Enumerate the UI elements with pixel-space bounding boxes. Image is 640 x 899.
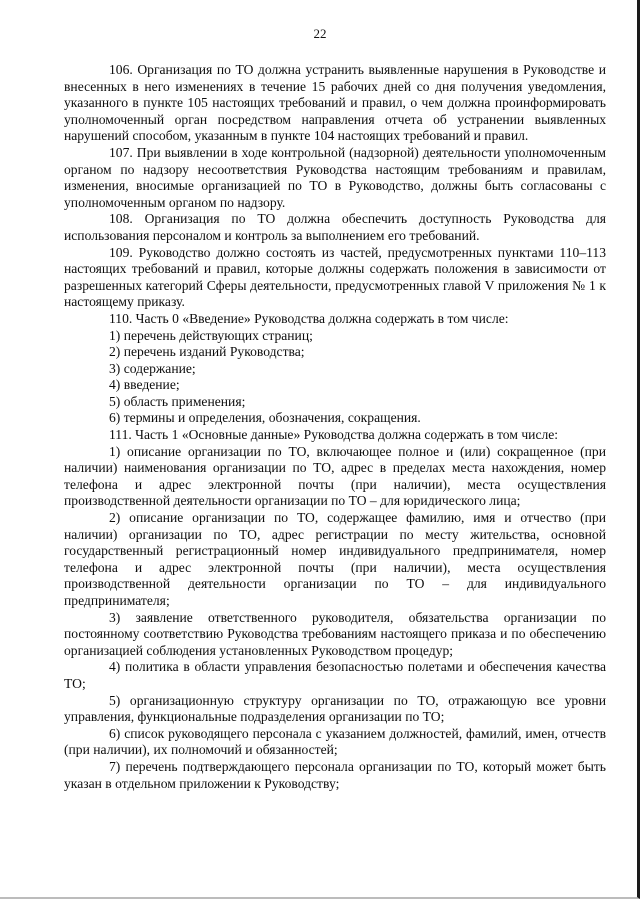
paragraph: 111. Часть 1 «Основные данные» Руководства должна содержать в том числе: (109, 427, 559, 443)
paragraph: 3) заявление ответственного руководителя, обязательства организации по постоянному соответствию Руководства требованиям настоящего приказа и по обеспечению организацией соблюдения установленных Руководством процедур; (64, 609, 606, 658)
document-body (64, 62, 606, 792)
list-item: 4) введение; (109, 377, 180, 393)
paragraph: 110. Часть 0 «Введение» Руководства должна содержать в том числе: (109, 310, 509, 326)
paragraph: 109. Руководство должно состоять из частей, предусмотренных пунктами 110–113 настоящих требований и правил, которые должны содержать положения в зависимости от разрешенных категорий Сферы деятельности, предусмотренных главой V приложения № 1 к настоящему приказу. (64, 244, 606, 310)
paragraph: 108. Организация по ТО должна обеспечить доступность Руководства для использования персоналом и контроль за выполнением его требований. (64, 211, 606, 243)
list-item: 6) термины и определения, обозначения, сокращения. (109, 410, 421, 426)
paragraph: 1) описание организации по ТО, включающее полное и (или) сокращенное (при наличии) наименования организации по ТО, адрес в пределах места нахождения, номер телефона и адрес электронной почты (при наличии), места осуществления производственной деятельности организации по ТО – для юридического лица; (64, 443, 606, 509)
page-number: 22 (313, 26, 327, 41)
list-item: 2) перечень изданий Руководства; (109, 344, 305, 360)
paragraph: 107. При выявлении в ходе контрольной (надзорной) деятельности уполномоченным органом по надзору несоответствия Руководства настоящим требованиям и правилам, изменения, вносимые организацией по ТО в Руководство, должны быть согласованы с уполномоченным органом по надзору. (64, 144, 606, 210)
list-item: 5) область применения; (109, 393, 246, 409)
list-item: 1) перечень действующих страниц; (109, 327, 313, 343)
paragraph: 6) список руководящего персонала с указанием должностей, фамилий, имен, отчеств (при наличии), их полномочий и обязанностей; (64, 725, 606, 758)
paragraph: 5) организационную структуру организации по ТО, отражающую все уровни управления, функциональные подразделения организации по ТО; (64, 692, 606, 725)
list-item: 3) содержание; (109, 360, 196, 376)
paragraph: 106. Организация по ТО должна устранить выявленные нарушения в Руководстве и внесенных в него изменениях в течение 15 рабочих дней со дня получения уведомления, указанного в пункте 105 настоящих требований и правил, о чем должна проинформировать уполномоченный орган посредством направления отчета об устранении выявленных нарушений способом, указанным в пункте 104 настоящих требований и правил. (64, 62, 606, 144)
paragraph: 7) перечень подтверждающего персонала организации по ТО, который может быть указан в отдельном приложении к Руководству; (64, 758, 606, 791)
paragraph: 2) описание организации по ТО, содержащее фамилию, имя и отчество (при наличии) организации по ТО, адрес регистрации по месту жительства, основной государственный регистрационный номер индивидуального предпринимателя, номер телефона и адрес электронной почты (при наличии), места осуществления производственной деятельности организации по ТО – для индивидуального предпринимателя; (64, 510, 606, 608)
paragraph: 4) политика в области управления безопасностью полетами и обеспечения качества ТО; (64, 659, 606, 691)
